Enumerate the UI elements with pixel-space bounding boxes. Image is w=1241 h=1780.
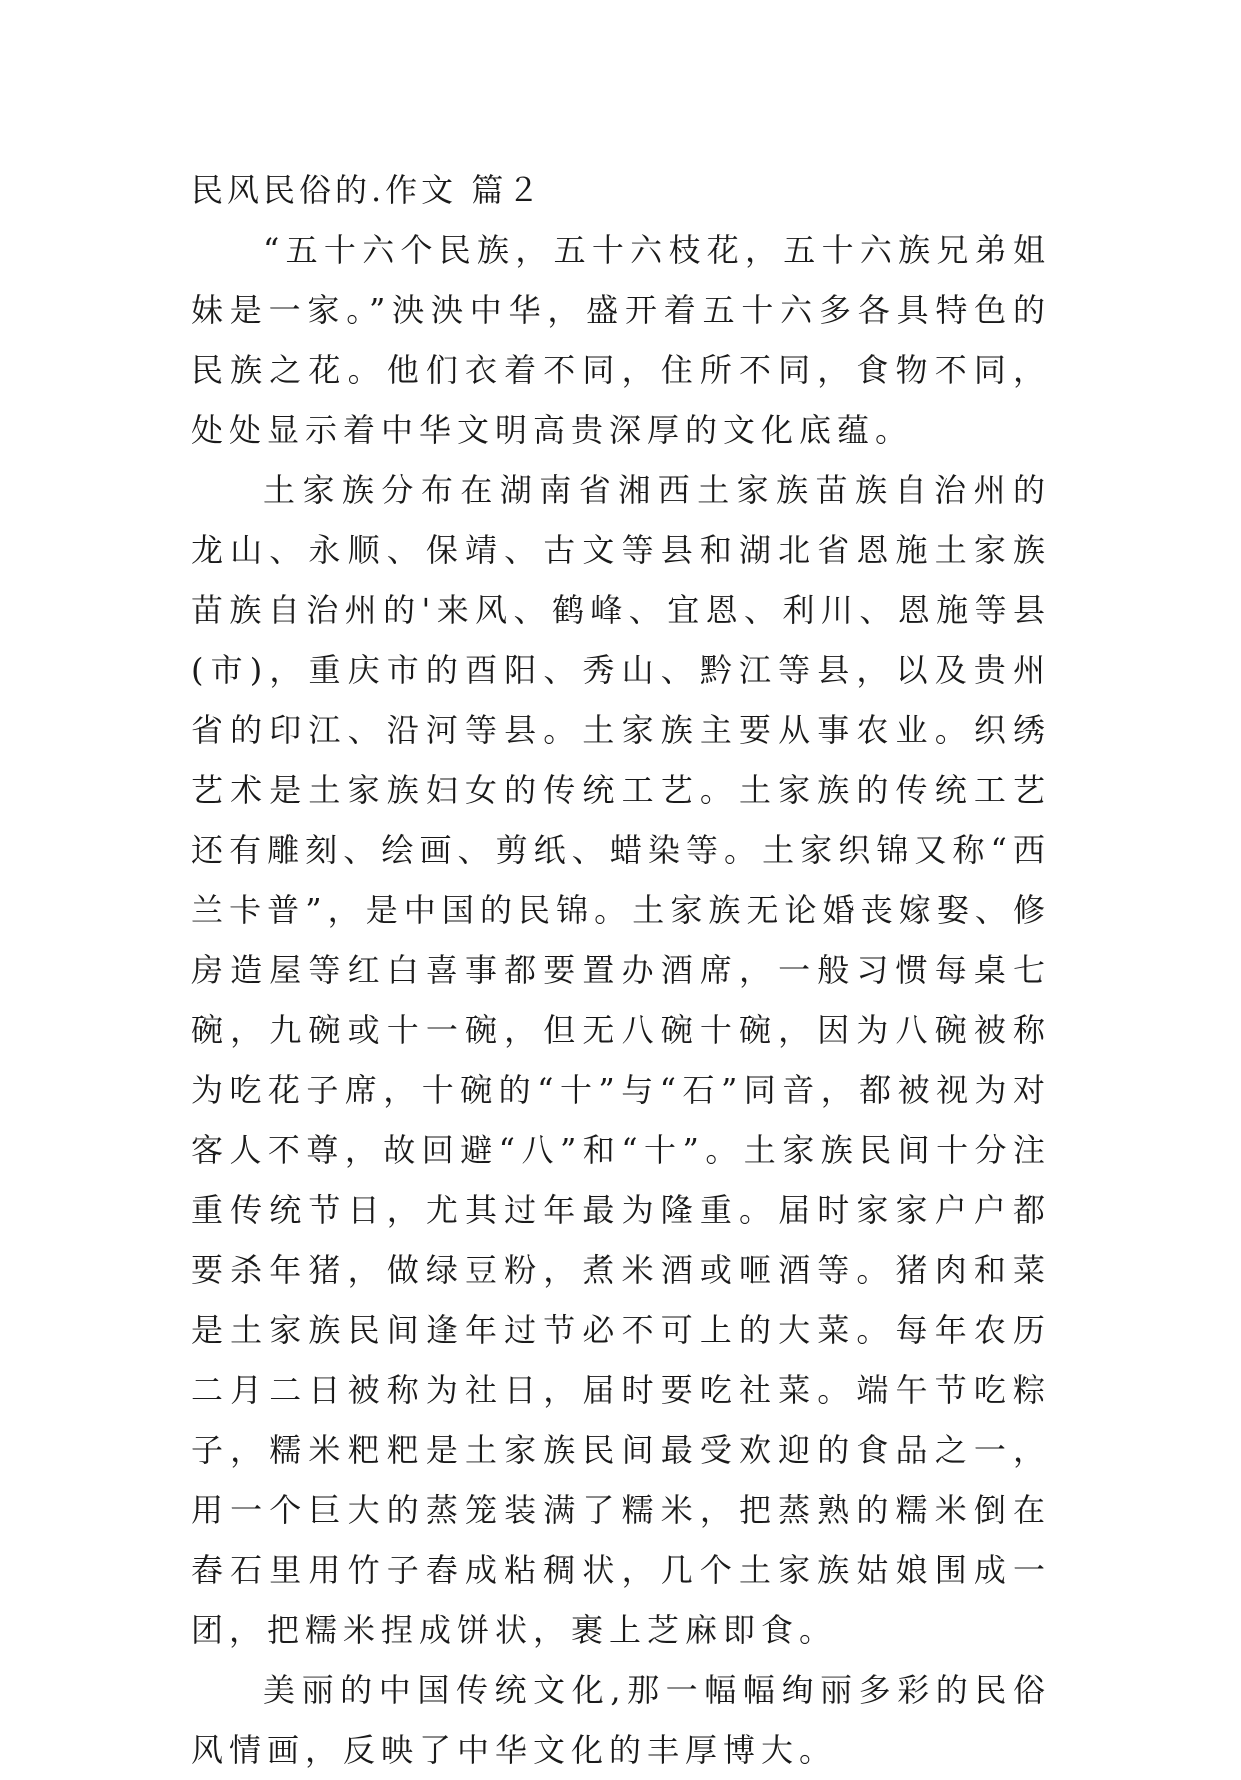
paragraph-intro: “五十六个民族，五十六枝花，五十六族兄弟姐妹是一家。”泱泱中华，盛开着五十六多各具特色的民族之花。他们衣着不同，住所不同，食物不同，处处显示着中华文明高贵深厚的文化底蕴。 [191,231,1051,449]
paragraph-tujia: 土家族分布在湖南省湘西土家族苗族自治州的龙山、永顺、保靖、古文等县和湖北省恩施土家族苗族自治州的'来风、鹤峰、宜恩、利川、恩施等县(市)，重庆市的酉阳、秀山、黔江等县，以及贵州省的印江、沿河等县。土家族主要从事农业。织绣艺术是土家族妇女的传统工艺。土家族的传统工艺还有雕刻、绘画、剪纸、蜡染等。土家织锦又称“西兰卡普”，是中国的民锦。土家族无论婚丧嫁娶、修房造屋等红白喜事都要置办酒席，一般习惯每桌七碗，九碗或十一碗，但无八碗十碗，因为八碗被称为吃花子席，十碗的“十”与“石”同音，都被视为对客人不尊，故回避“八”和“十”。土家族民间十分注重传统节日，尤其过年最为隆重。届时家家户户都要杀年猪，做绿豆粉，煮米酒或咂酒等。猪肉和菜是土家族民间逢年过节必不可上的大菜。每年农历二月二日被称为社日，届时要吃社菜。端午节吃粽子，糯米粑粑是土家族民间最受欢迎的食品之一，用一个巨大的蒸笼装满了糯米，把蒸熟的糯米倒在舂石里用竹子舂成粘稠状，几个土家族姑娘围成一团，把糯米捏成饼状，裹上芝麻即食。 [191,471,1051,1649]
document-body [191,160,1051,1780]
paragraph-conclusion: 美丽的中国传统文化,那一幅幅绚丽多彩的民俗风情画，反映了中华文化的丰厚博大。 [191,1671,1051,1769]
document-title: 民风民俗的.作文 篇２ [191,171,544,209]
